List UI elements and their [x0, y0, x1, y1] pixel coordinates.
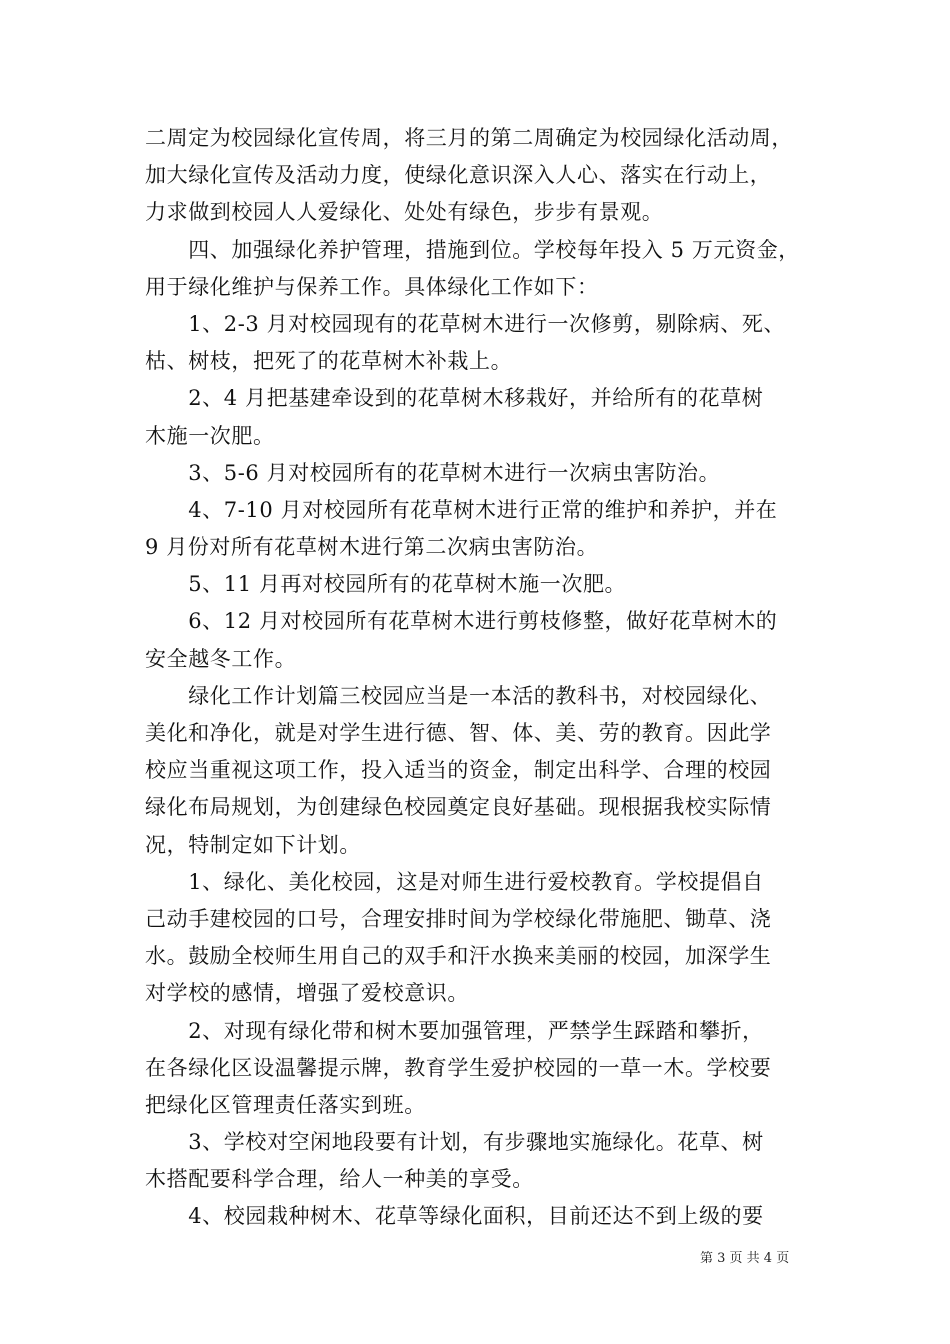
text-line: 况，特制定如下计划。	[145, 832, 361, 857]
text-line: 1、绿化、美化校园，这是对师生进行爱校教育。学校提倡自	[145, 869, 764, 894]
page-number: 第 3 页 共 4 页	[700, 1251, 790, 1266]
text-line: 木搭配要科学合理，给人一种美的享受。	[145, 1167, 534, 1192]
text-line: 绿化工作计划篇三校园应当是一本活的教科书，对校园绿化、	[145, 683, 772, 708]
text-line: 5、11 月再对校园所有的花草树木施一次肥。	[145, 572, 627, 597]
text-line: 3、学校对空闲地段要有计划，有步骤地实施绿化。花草、树	[145, 1130, 764, 1155]
text-line: 1、2-3 月对校园现有的花草树木进行一次修剪，剔除病、死、	[145, 311, 786, 336]
text-line: 2、对现有绿化带和树木要加强管理，严禁学生踩踏和攀折，	[145, 1018, 764, 1043]
text-line: 二周定为校园绿化宣传周，将三月的第二周确定为校园绿化活动周，	[145, 126, 793, 150]
text-line: 在各绿化区设温馨提示牌，教育学生爱护校园的一草一木。学校要	[145, 1055, 772, 1080]
text-line: 校应当重视这项工作，投入适当的资金，制定出科学、合理的校园	[145, 758, 772, 783]
text-line: 加大绿化宣传及活动力度，使绿化意识深入人心、落实在行动上，	[145, 163, 772, 188]
text-line: 用于绿化维护与保养工作。具体绿化工作如下：	[145, 274, 599, 299]
text-line: 3、5-6 月对校园所有的花草树木进行一次病虫害防治。	[145, 460, 721, 485]
text-line: 把绿化区管理责任落实到班。	[145, 1092, 426, 1117]
text-line: 6、12 月对校园所有花草树木进行剪枝修整，做好花草树木的	[145, 609, 778, 634]
text-line: 枯、树枝，把死了的花草树木补栽上。	[145, 349, 513, 374]
text-line: 对学校的感情，增强了爱校意识。	[145, 981, 469, 1006]
text-line: 木施一次肥。	[145, 423, 275, 448]
text-line: 4、校园栽种树木、花草等绿化面积，目前还达不到上级的要	[145, 1204, 764, 1229]
text-line: 安全越冬工作。	[145, 646, 297, 671]
text-line: 9 月份对所有花草树木进行第二次病虫害防治。	[145, 535, 599, 560]
text-line: 己动手建校园的口号，合理安排时间为学校绿化带施肥、锄草、浇	[145, 906, 772, 931]
text-line: 2、4 月把基建牵设到的花草树木移栽好，并给所有的花草树	[145, 386, 764, 411]
text-line: 4、7-10 月对校园所有花草树木进行正常的维护和养护，并在	[145, 497, 778, 522]
text-line: 力求做到校园人人爱绿化、处处有绿色，步步有景观。	[145, 200, 664, 225]
text-line: 四、加强绿化养护管理，措施到位。学校每年投入 5 万元资金，	[145, 237, 800, 262]
text-line: 美化和净化，就是对学生进行德、智、体、美、劳的教育。因此学	[145, 721, 772, 745]
body-text	[145, 120, 815, 1236]
text-line: 水。鼓励全校师生用自己的双手和汗水换来美丽的校园，加深学生	[145, 944, 772, 969]
text-line: 绿化布局规划，为创建绿色校园奠定良好基础。现根据我校实际情	[145, 795, 772, 820]
